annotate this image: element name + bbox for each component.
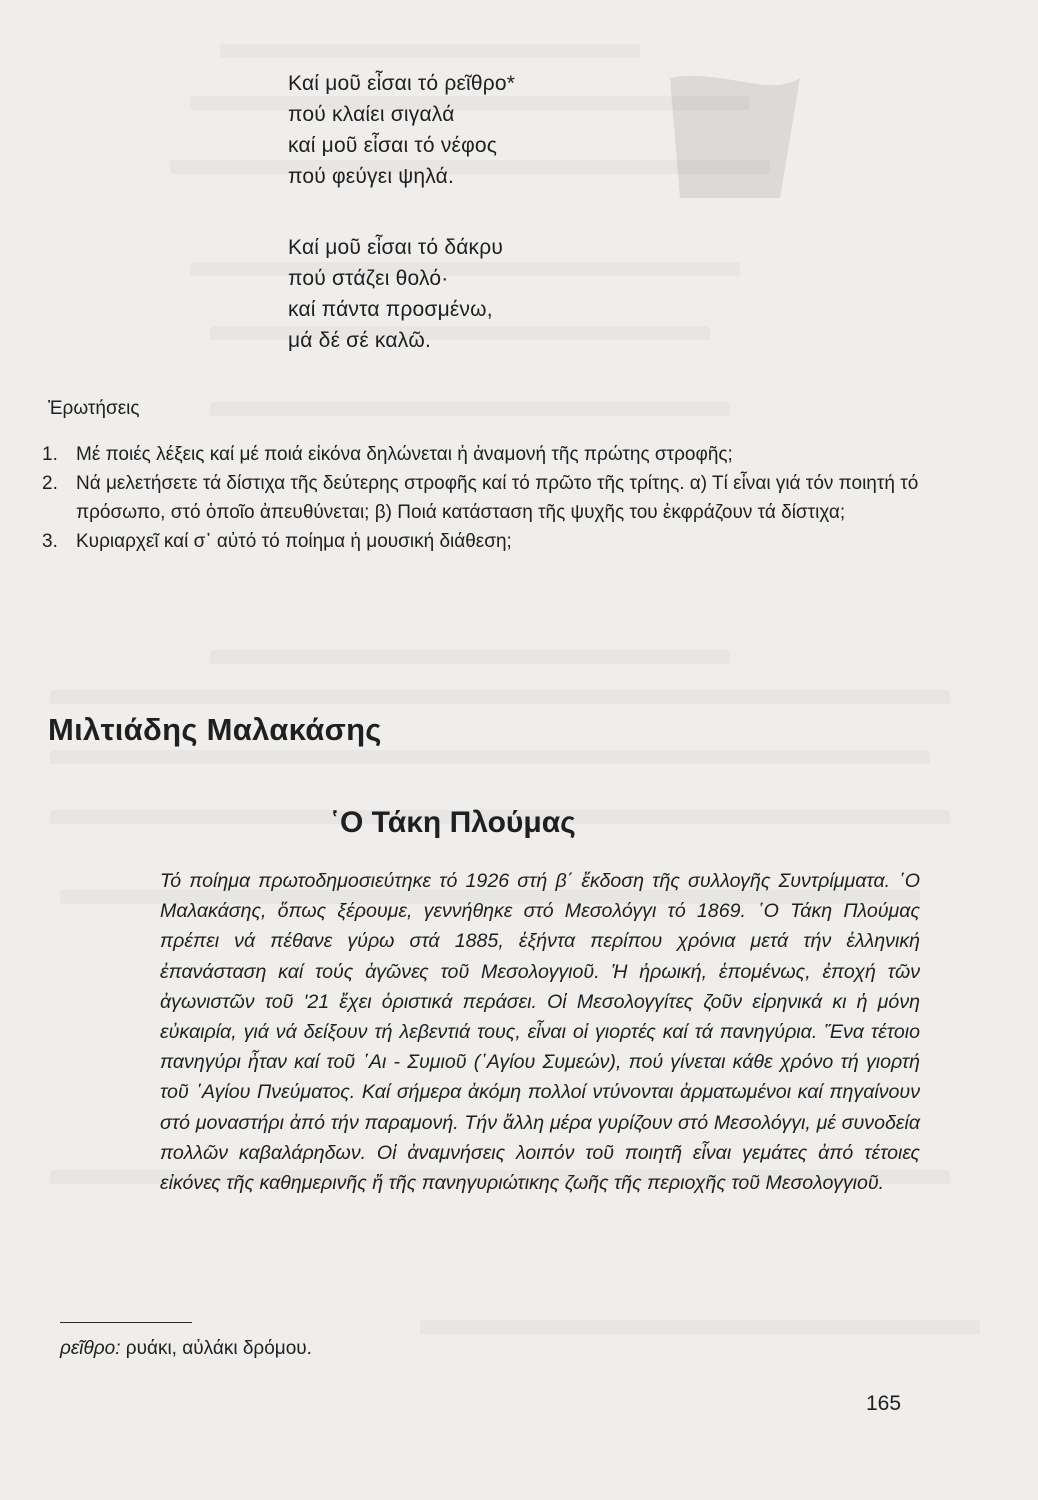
bleed-through-ornament-icon: [660, 58, 810, 208]
question-text: Κυριαρχεῖ καί σ᾿ αὐτό τό ποίημα ἡ μουσική διάθεση;: [76, 531, 512, 552]
poem-line: πού κλαίει σιγαλά: [288, 103, 455, 126]
footnote-divider: [60, 1322, 192, 1323]
footnote: [60, 1336, 312, 1362]
poem-title: ῾Ο Τάκη Πλούμας: [330, 806, 576, 839]
poem-line: Καί μοῦ εἶσαι τό ρεῖθρο*: [288, 72, 516, 95]
poem-line: Καί μοῦ εἶσαι τό δάκρυ: [288, 236, 504, 259]
footnote-definition: ρυάκι, αὐλάκι δρόμου.: [120, 1338, 312, 1359]
poem-line: μά δέ σέ καλῶ.: [288, 329, 432, 352]
question-item: [42, 527, 922, 556]
question-number: 1.: [42, 444, 58, 465]
poem-line: πού στάζει θολό·: [288, 267, 449, 290]
poem-line: καί πάντα προσμένω,: [288, 298, 493, 321]
questions-heading: Ἐρωτήσεις: [48, 398, 140, 419]
question-item: [42, 440, 922, 469]
poem-line: πού φεύγει ψηλά.: [288, 165, 455, 188]
poem-line: καί μοῦ εἶσαι τό νέφος: [288, 134, 498, 157]
question-number: 2.: [42, 473, 58, 494]
question-text: Μέ ποιές λέξεις καί μέ ποιά εἰκόνα δηλώνεται ἡ ἀναμονή τῆς πρώτης στροφῆς;: [76, 444, 733, 465]
footnote-term: ρεῖθρο:: [60, 1338, 121, 1359]
poem-stanza-1: [288, 68, 515, 192]
questions-list: [42, 440, 922, 556]
intro-paragraph: Τό ποίημα πρωτοδημοσιεύτηκε τό 1926 στή β΄ ἔκδοση τῆς συλλογῆς Συντρίμματα. ῾Ο Μαλακάσης, ὅπως ξέρουμε, γεννήθηκε στό Μεσολόγγι τό 1869. ῾Ο Τάκη Πλούμας πρέπει νά πέθανε γύρω στά 1885, ἑξήντα περίπου χρόνια μετά τήν ἑλληνική ἐπανάσταση καί τούς ἀγῶνες τοῦ Μεσολογγιοῦ. Ἡ ἡρωική, ἑπομένως, ἐποχή τῶν ἀγωνιστῶν τοῦ '21 ἔχει ὁριστικά περάσει. Οἱ Μεσολογγίτες ζοῦν εἰρηνικά κι ἡ μόνη εὐκαιρία, γιά νά δείξουν τή λεβεντιά τους, εἶναι οἱ γιορτές καί τά πανηγύρια. Ἕνα τέτοιο πανηγύρι ἦταν καί τοῦ ῾Αι - Συμιοῦ (῾Αγίου Συμεών), πού γίνεται κάθε χρόνο τή γιορτή τοῦ ῾Αγίου Πνεύματος. Καί σήμερα ἀκόμη πολλοί ντύνονται ἀρματωμένοι καί πηγαίνουν στό μοναστήρι ἀπό τήν παραμονή. Τήν ἄλλη μέρα γυρίζουν στό Μεσολόγγι, μέ συνοδεία πολλῶν καβαλάρηδων. Οἱ ἀναμνήσεις λοιπόν τοῦ ποιητῆ εἶναι γεμάτες ἀπό τέτοιες εἰκόνες τῆς καθημερινῆς ἤ τῆς πανηγυριώτικης ζωῆς τῆς περιοχῆς τοῦ Μεσολογγιοῦ.: [160, 870, 920, 1195]
page-number: 165: [866, 1392, 902, 1415]
author-heading: Μιλτιάδης Μαλακάσης: [48, 712, 382, 747]
poem-stanza-2: [288, 232, 503, 356]
question-text: Νά μελετήσετε τά δίστιχα τῆς δεύτερης στροφῆς καί τό πρῶτο τῆς τρίτης. α) Τί εἶναι γιά τόν ποιητή τό πρόσωπο, στό ὁποῖο ἀπευθύνεται; β) Ποιά κατάσταση τῆς ψυχῆς του ἐκφράζουν τά δίστιχα;: [76, 473, 919, 523]
question-number: 3.: [42, 531, 58, 552]
question-item: [42, 469, 922, 527]
